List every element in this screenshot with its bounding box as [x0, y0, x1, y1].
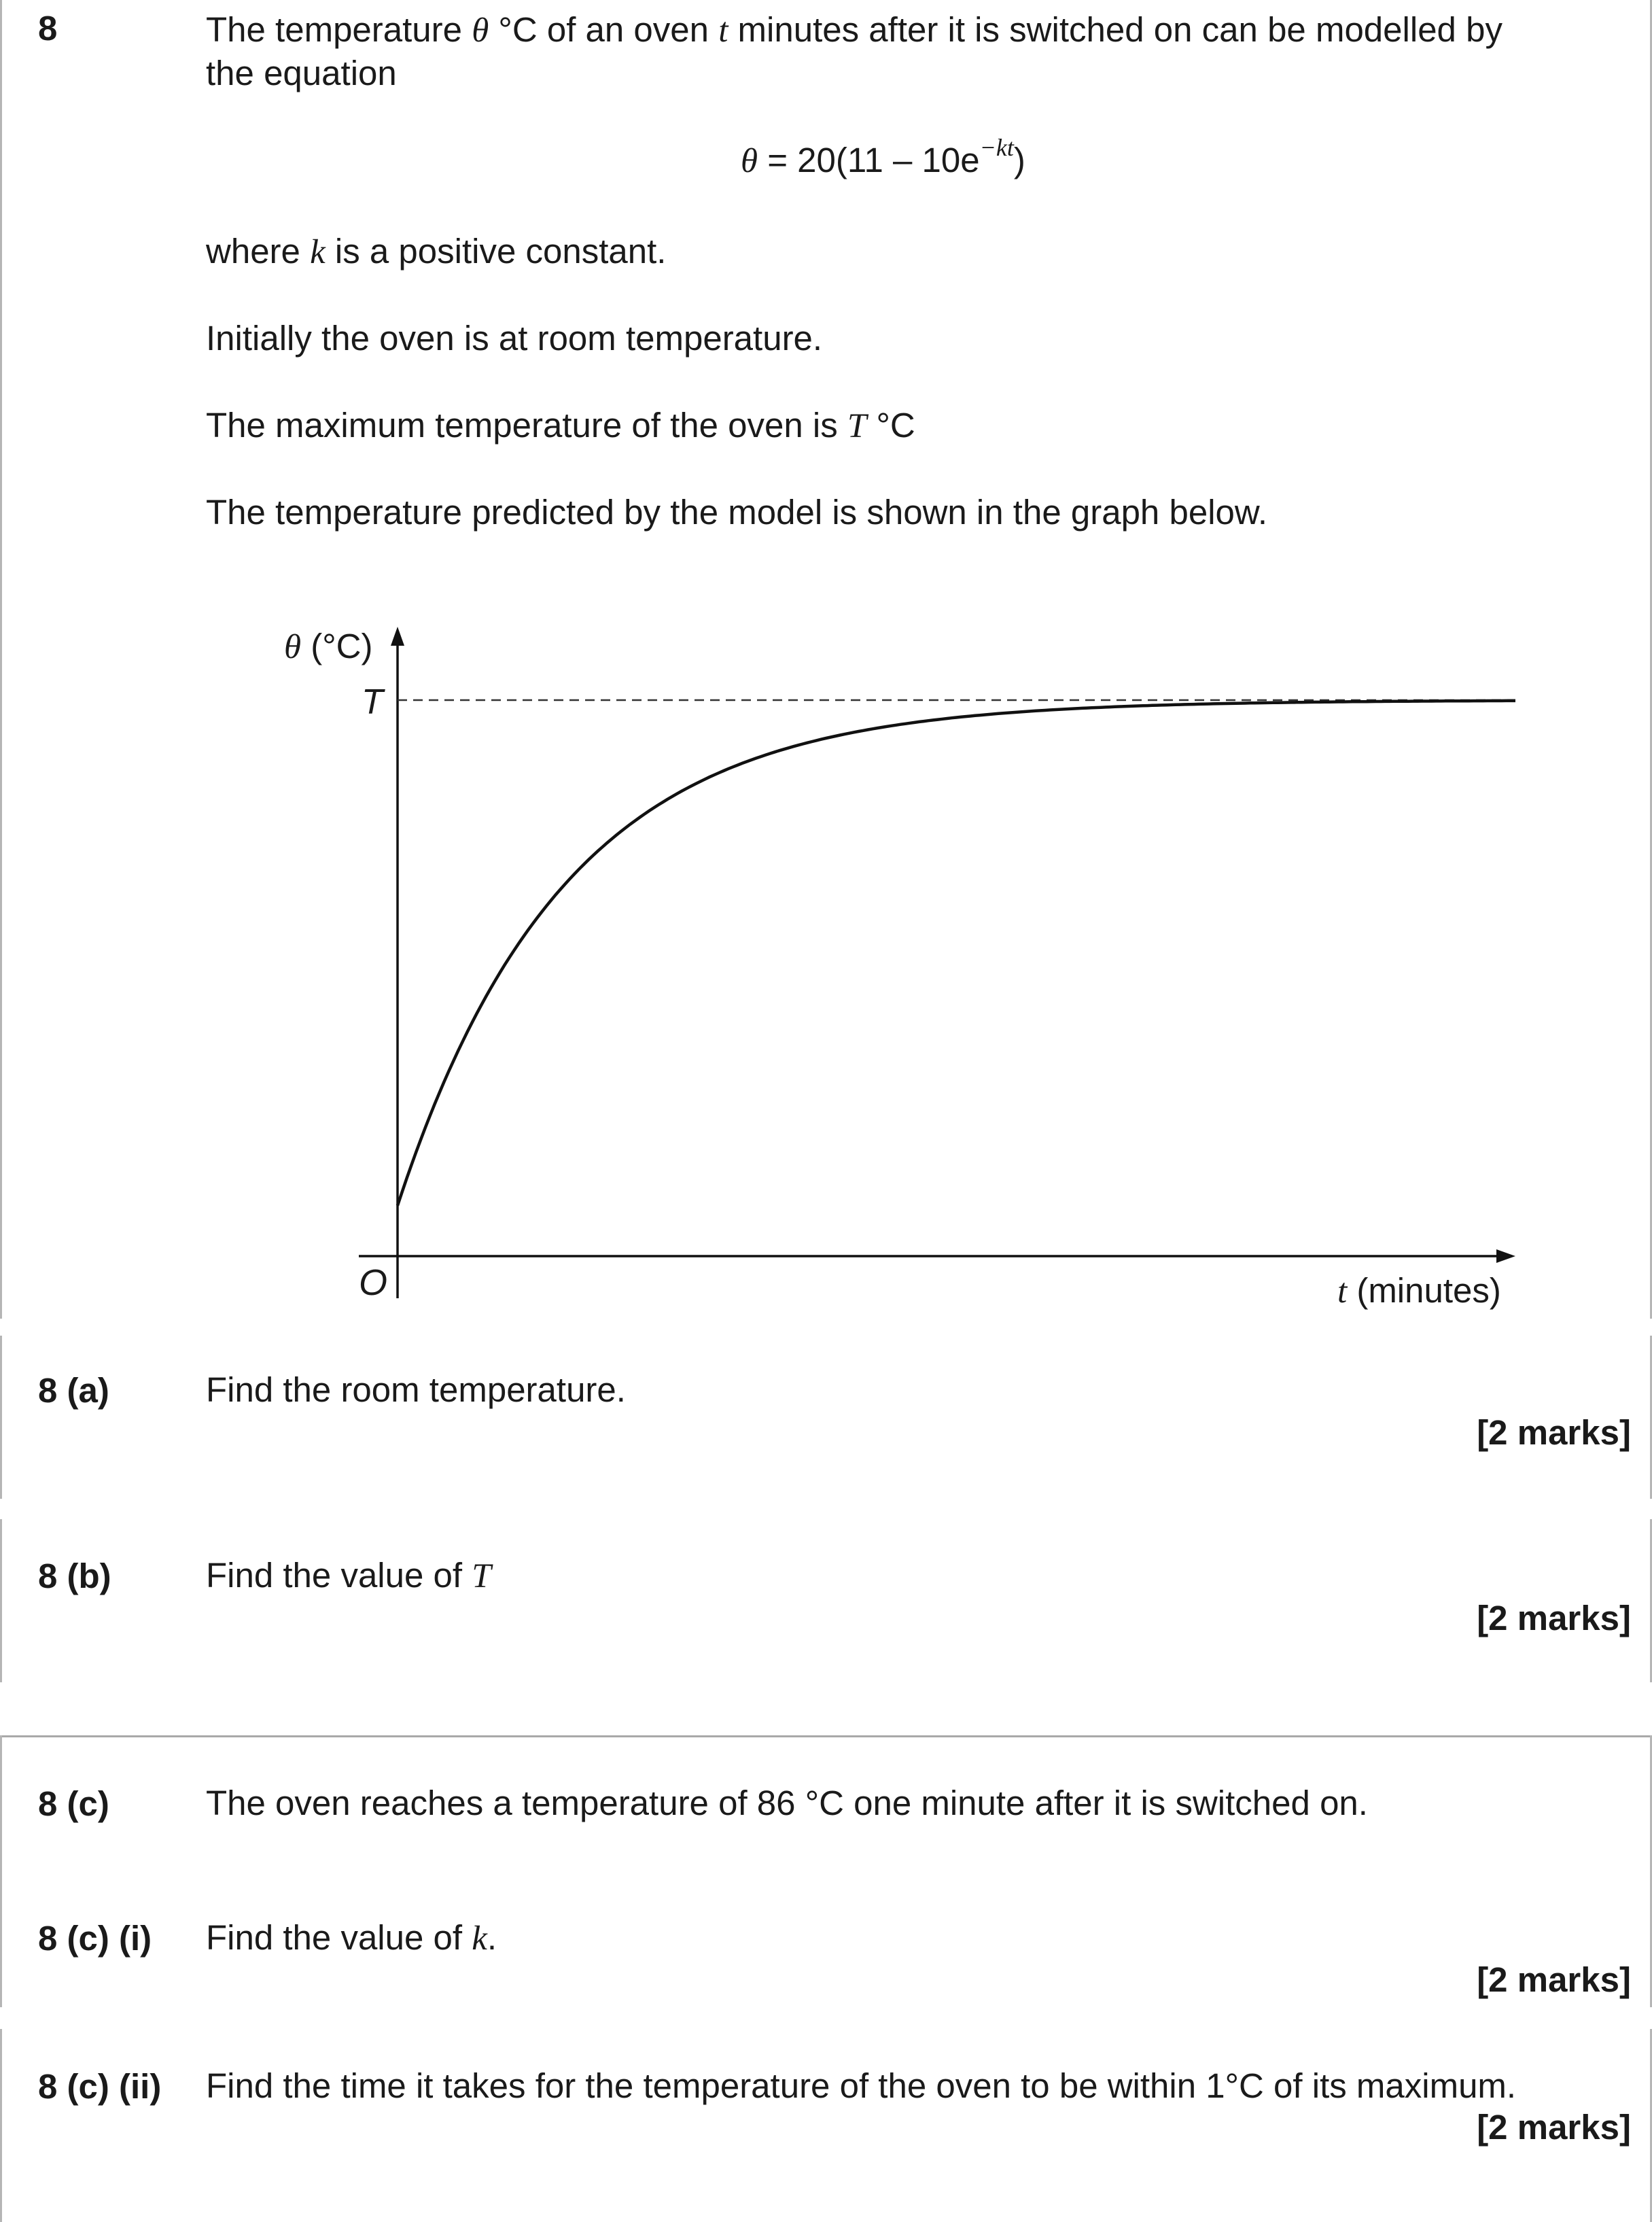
part-b-label: 8 (b) [38, 1557, 111, 1595]
left-border-b [0, 1519, 2, 1682]
section-divider [0, 1735, 1652, 1737]
y-tick-T: T [362, 682, 383, 722]
temperature-curve [398, 701, 1515, 1206]
equation-rhs: = 20(11 – 10e [758, 141, 980, 179]
question-number: 8 [38, 9, 58, 48]
x-axis-unit: (minutes) [1347, 1271, 1501, 1310]
part-b-T-symbol: T [472, 1557, 491, 1595]
initially-statement: Initially the oven is at room temperature. [206, 319, 823, 358]
part-c-i-text-a: Find the value of [206, 1918, 472, 1957]
max-text-a: The maximum temperature of the oven is [206, 406, 847, 445]
part-c-ii-text: Find the time it takes for the temperature of the oven to be within 1°C of its maximum. [206, 2066, 1517, 2105]
y-axis-theta: θ [284, 628, 302, 666]
graph-intro-statement: The temperature predicted by the model is shown in the graph below. [206, 493, 1268, 532]
intro-text-c: minutes after it is switched on can be modelled by [728, 10, 1502, 49]
T-symbol: T [847, 407, 867, 445]
part-b-text-a: Find the value of [206, 1556, 472, 1595]
part-b-marks: [2 marks] [1477, 1599, 1631, 1637]
intro-text-b: °C of an oven [489, 10, 719, 49]
origin-label: O [359, 1262, 388, 1303]
part-c-ii-label: 8 (c) (ii) [38, 2067, 162, 2106]
question-intro-line-2: the equation [206, 54, 397, 92]
intro-text-a: The temperature [206, 10, 472, 49]
x-axis-t: t [1337, 1272, 1348, 1310]
equation-exponent: −kt [979, 134, 1014, 161]
part-c-i-k-symbol: k [472, 1920, 487, 1958]
left-border-cii [0, 2029, 2, 2222]
left-border-c [0, 1735, 2, 2007]
t-symbol: t [718, 12, 728, 50]
where-text-a: where [206, 232, 311, 271]
max-text-b: °C [866, 406, 915, 445]
y-axis-arrowhead [391, 627, 404, 646]
x-axis-label [1337, 1271, 1501, 1310]
where-text-b: is a positive constant. [325, 232, 667, 271]
equation-lhs: θ [741, 142, 758, 180]
y-axis-unit: (°C) [301, 627, 373, 665]
left-border-a [0, 1336, 2, 1499]
k-symbol: k [310, 233, 326, 271]
part-c-ii-marks: [2 marks] [1477, 2108, 1631, 2147]
x-axis-arrowhead [1496, 1249, 1515, 1263]
part-c-i-marks: [2 marks] [1477, 1960, 1631, 1999]
part-c-i-text-b: . [487, 1918, 497, 1957]
part-a-label: 8 (a) [38, 1371, 109, 1410]
equation-close: ) [1013, 141, 1025, 179]
part-c-i-text [206, 1916, 497, 1961]
part-c-text: The oven reaches a temperature of 86 °C one minute after it is switched on. [206, 1784, 1368, 1822]
part-c-label: 8 (c) [38, 1784, 109, 1823]
part-b-text [206, 1554, 491, 1599]
part-a-marks: [2 marks] [1477, 1413, 1631, 1452]
part-c-i-label: 8 (c) (i) [38, 1919, 152, 1958]
theta-symbol: θ [472, 12, 489, 50]
y-axis-label [284, 627, 372, 666]
part-a-text: Find the room temperature. [206, 1370, 626, 1409]
